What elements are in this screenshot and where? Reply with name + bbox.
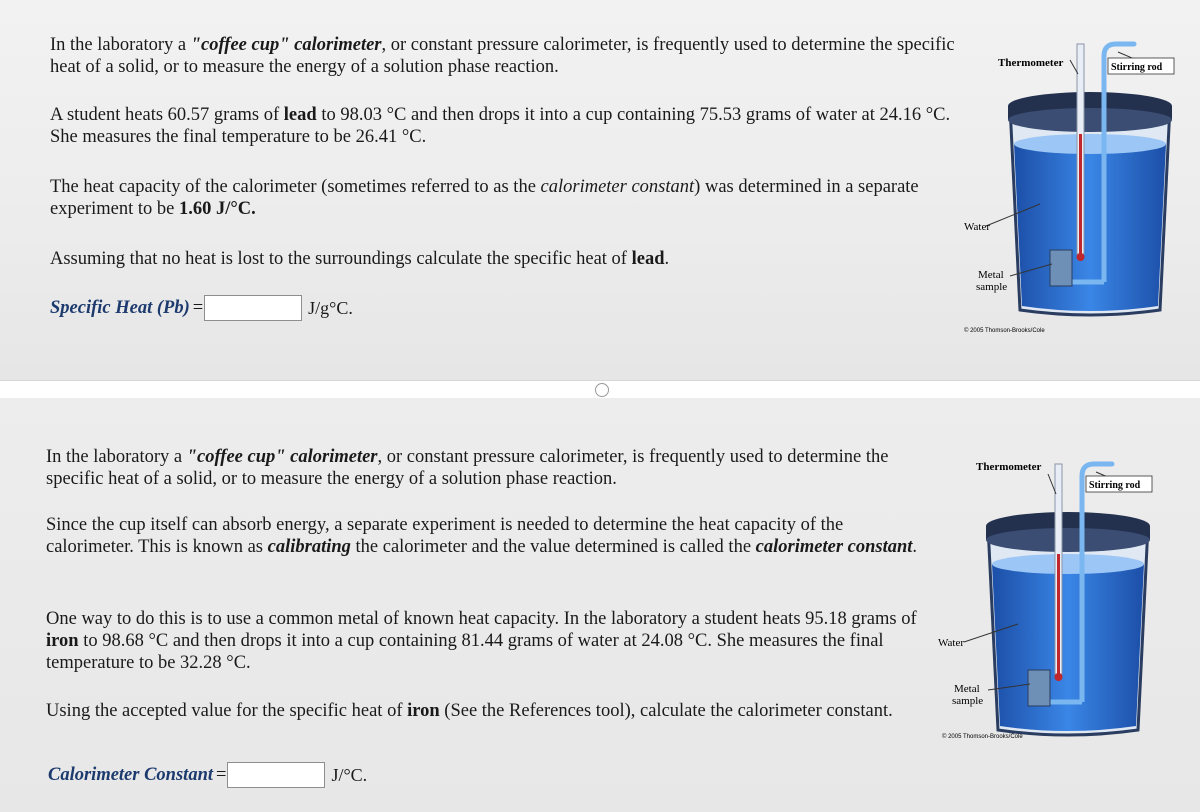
- water-label: Water: [964, 221, 990, 233]
- answer-unit: J/°C.: [331, 764, 368, 785]
- answer-label: Calorimeter Constant: [48, 764, 213, 785]
- question-panel-lead: [0, 0, 1200, 380]
- question-paragraph: Using the accepted value for the specific heat of iron (See the References tool), calculate the calorimeter constant.: [46, 701, 893, 721]
- water-label: Water: [938, 637, 964, 649]
- thermometer-label: Thermometer: [976, 461, 1042, 473]
- stirring-rod-label: Stirring rod: [1089, 480, 1141, 491]
- metal-label-line2: sample: [952, 695, 984, 707]
- equals-sign: =: [216, 764, 227, 785]
- thermometer-label: Thermometer: [998, 57, 1064, 69]
- thermometer: [1055, 464, 1063, 681]
- metal-label-line1: Metal: [978, 269, 1004, 281]
- specific-heat-input[interactable]: [204, 295, 302, 321]
- stirring-rod-label: Stirring rod: [1111, 62, 1163, 73]
- equals-sign: =: [192, 297, 204, 318]
- intro-paragraph: In the laboratory a "coffee cup" calorimeter, or constant pressure calorimeter, is frequently used to determine the specific heat of a solid, or to measure the energy of a solution phase reaction.: [50, 35, 955, 77]
- copyright-text: © 2005 Thomson-Brooks/Cole: [942, 734, 1023, 740]
- answer-unit: J/g°C.: [308, 297, 353, 318]
- answer-row: [50, 295, 353, 321]
- question-panel-iron: [0, 398, 1200, 812]
- metal-sample: [1028, 670, 1050, 706]
- heat-capacity-paragraph: The heat capacity of the calorimeter (sometimes referred to as the calorimeter constant) was determined in a separate experiment to be 1.60 J/°C.: [50, 177, 919, 219]
- metal-label-line1: Metal: [954, 683, 980, 695]
- intro-paragraph: In the laboratory a "coffee cup" calorimeter, or constant pressure calorimeter, is frequently used to determine the specific heat of a solid, or to measure the energy of a solution phase reaction.: [46, 447, 889, 489]
- resize-handle[interactable]: [595, 383, 609, 397]
- thermometer: [1077, 44, 1085, 261]
- panel-divider: [0, 380, 1200, 400]
- problem-paragraph: One way to do this is to use a common metal of known heat capacity. In the laboratory a student heats 95.18 grams of iron to 98.68 °C and then drops it into a cup containing 81.44 grams of water at 24.08 °C. She measures the final temperature to be 32.28 °C.: [46, 609, 917, 673]
- calorimeter-constant-input[interactable]: [227, 762, 325, 788]
- calorimeter-diagram: [958, 14, 1194, 342]
- answer-row: [48, 762, 367, 788]
- copyright-text: © 2005 Thomson-Brooks/Cole: [964, 328, 1045, 334]
- answer-label: Specific Heat (Pb): [50, 297, 190, 318]
- calibration-paragraph: Since the cup itself can absorb energy, a separate experiment is needed to determine the heat capacity of the calorimeter. This is known as calibrating the calorimeter and the value determined is called the calorimeter constant.: [46, 515, 918, 557]
- calorimeter-diagram: [936, 434, 1172, 762]
- question-paragraph: Assuming that no heat is lost to the surroundings calculate the specific heat of lead.: [50, 249, 670, 269]
- metal-sample: [1050, 250, 1072, 286]
- metal-label-line2: sample: [976, 281, 1008, 293]
- problem-paragraph: A student heats 60.57 grams of lead to 98.03 °C and then drops it into a cup containing 75.53 grams of water at 24.16 °C. She measures the final temperature to be 26.41 °C.: [50, 105, 951, 147]
